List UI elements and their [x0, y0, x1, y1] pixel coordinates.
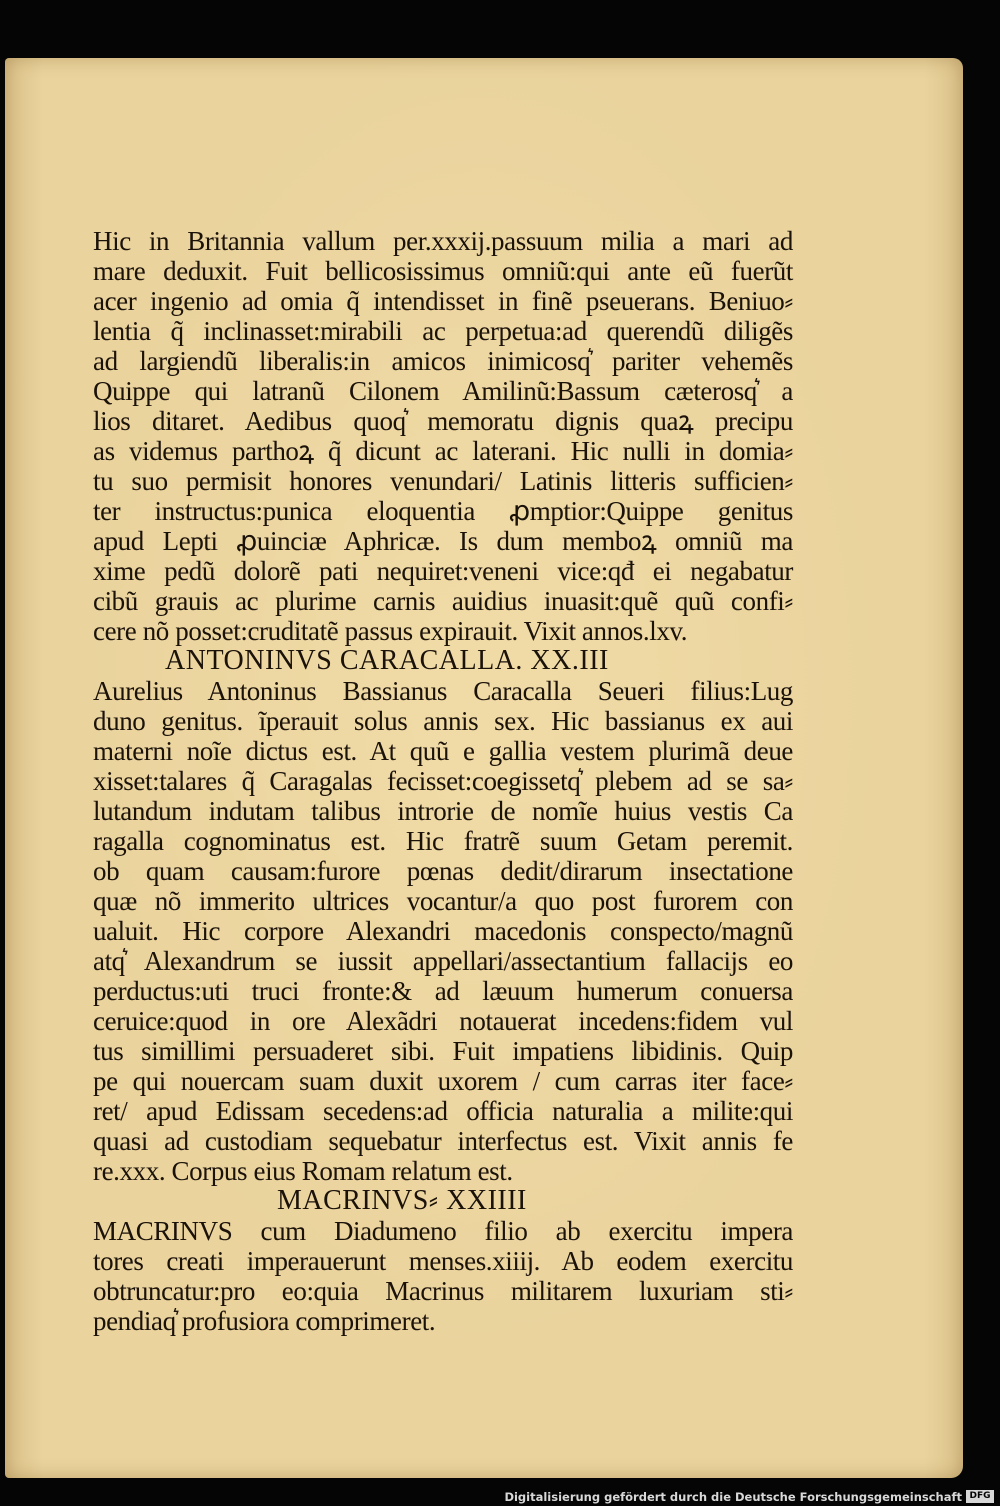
text-line: mare deduxit. Fuit bellicosissimus omniũ:qui ante eũ fuerũt [93, 256, 793, 286]
text-line: ter instructus:punica eloquentia ꝓmptior:Quippe genitus [93, 496, 793, 526]
text-line: cibũ grauis ac plurime carnis auidius inuasit:quẽ quũ confi⸗ [93, 586, 793, 616]
text-line: quæ nõ immerito ultrices vocantur/a quo post furorem con [93, 886, 793, 916]
scanned-page [5, 58, 963, 1478]
text-line: xime pedũ dolorẽ pati nequiret:veneni vice:qđ ei negabatur [93, 556, 793, 586]
text-line: pe qui nouercam suam duxit uxorem / cum carras iter face⸗ [93, 1066, 793, 1096]
section-heading-macrinus: MACRINVS⸗ XXIIII [277, 1185, 527, 1216]
text-line: lentia q̃ inclinasset:mirabili ac perpetua:ad querendũ diligẽs [93, 316, 793, 346]
text-line: as videmus parthoꝝ q̃ dicunt ac laterani. Hic nulli in domia⸗ [93, 436, 793, 466]
text-line: ragalla cognominatus est. Hic fratrẽ suum Getam peremit. [93, 826, 793, 856]
digitization-footer [0, 1488, 1000, 1506]
text-line: obtruncatur:pro eo:quia Macrinus militarem luxuriam sti⸗ [93, 1276, 793, 1306]
text-line: MACRINVS cum Diadumeno filio ab exercitu impera [93, 1216, 793, 1246]
text-line: tu suo permisit honores venundari/ Latinis litteris sufficien⸗ [93, 466, 793, 496]
footer-credit: Digitalisierung gefördert durch die Deutsche Forschungsgemeinschaft [504, 1490, 962, 1504]
text-line: apud Lepti ꝓuinciæ Aphricæ. Is dum memboꝝ omniũ ma [93, 526, 793, 556]
text-line: tores creati imperauerunt menses.xiiij. Ab eodem exercitu [93, 1246, 793, 1276]
text-line: Quippe qui latranũ Cilonem Amilinũ:Bassum cæterosq͛ a [93, 376, 793, 406]
text-line: pendiaq͛ profusiora comprimeret. [93, 1306, 436, 1336]
text-line: re.xxx. Corpus eius Romam relatum est. [93, 1156, 513, 1186]
text-line: perductus:uti truci fronte:& ad læuum humerum conuersa [93, 976, 793, 1006]
text-line: Hic in Britannia vallum per.xxxij.passuum milia a mari ad [93, 226, 793, 256]
text-line: ob quam causam:furore pœnas dedit/dirarum insectatione [93, 856, 793, 886]
text-line: quasi ad custodiam sequebatur interfectus est. Vixit annis fe [93, 1126, 793, 1156]
text-line: atq͛ Alexandrum se iussit appellari/assectantium fallacijs eo [93, 946, 793, 976]
text-line: materni noĩe dictus est. At quũ e gallia vestem plurimã deue [93, 736, 793, 766]
dfg-logo: DFG [966, 1490, 994, 1503]
text-line: ualuit. Hic corpore Alexandri macedonis conspecto/magnũ [93, 916, 793, 946]
text-line: xisset:talares q̃ Caragalas fecisset:coegissetq͛ plebem ad se sa⸗ [93, 766, 793, 796]
section-heading-caracalla: ANTONINVS CARACALLA. XX.III [165, 645, 609, 676]
text-line: cere nõ posset:cruditatẽ passus expirauit. Vixit annos.lxv. [93, 616, 688, 646]
text-line: ceruice:quod in ore Alexãdri notauerat incedens:fidem vul [93, 1006, 793, 1036]
text-line: lutandum indutam talibus introrie de nomĩe huius vestis Ca [93, 796, 793, 826]
text-line: ret/ apud Edissam secedens:ad officia naturalia a milite:qui [93, 1096, 793, 1126]
text-line: duno genitus. ĩperauit solus annis sex. Hic bassianus ex aui [93, 706, 793, 736]
text-line: Aurelius Antoninus Bassianus Caracalla Seueri filius:Lug [93, 676, 793, 706]
text-line: acer ingenio ad omia q̃ intendisset in finẽ pseuerans. Beniuo⸗ [93, 286, 793, 316]
text-line: lios ditaret. Aedibus quoq͛ memoratu dignis quaꝝ precipu [93, 406, 793, 436]
text-line: tus simillimi persuaderet sibi. Fuit impatiens libidinis. Quip [93, 1036, 793, 1066]
text-line: ad largiendũ liberalis:in amicos inimicosq͛ pariter vehemẽs [93, 346, 793, 376]
